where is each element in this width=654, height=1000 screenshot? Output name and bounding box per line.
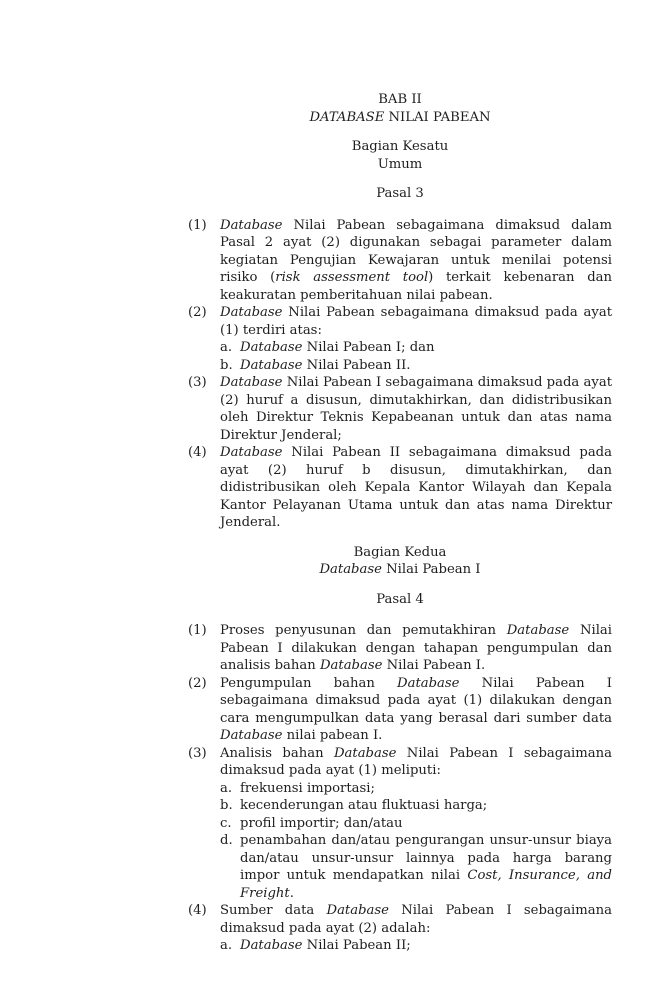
subitem-letter: b. xyxy=(220,798,233,813)
item-text: Sumber data Database Nilai Pabean I sebagaimana dimaksud pada ayat (2) adalah: xyxy=(220,903,612,936)
section-two-subheading: Database Nilai Pabean I xyxy=(319,562,481,577)
list-item xyxy=(188,217,612,305)
item-number: (4) xyxy=(188,445,207,460)
item-number: (1) xyxy=(188,623,207,638)
item-number: (4) xyxy=(188,903,207,918)
list-item xyxy=(188,374,612,444)
list-subitem xyxy=(220,797,612,815)
list-item xyxy=(188,745,612,903)
item-number: (3) xyxy=(188,745,207,761)
item-body xyxy=(220,622,612,675)
subitem-text: profil importir; dan/atau xyxy=(240,815,403,831)
list-item xyxy=(188,304,612,374)
subitem-text: frekuensi importasi; xyxy=(240,780,375,796)
spacer xyxy=(188,532,612,544)
pasal4-heading: Pasal 4 xyxy=(376,591,424,607)
item-body xyxy=(220,304,612,374)
subitem-text: Database Nilai Pabean II; xyxy=(240,938,411,953)
list-subitem xyxy=(220,815,612,833)
list-item xyxy=(188,444,612,532)
list-item xyxy=(188,622,612,675)
subitem-text: penambahan dan/atau pengurangan unsur-unsur biaya dan/atau unsur-unsur lainnya pada harga barang impor untuk mendapatkan nilai Cost, Insurance, and Freight. xyxy=(240,833,613,901)
spacer xyxy=(188,173,612,185)
pasal3-heading: Pasal 3 xyxy=(376,186,424,201)
subitem-letter: c. xyxy=(220,815,232,831)
subitem-text: kecenderungan atau fluktuasi harga; xyxy=(240,798,488,813)
list-item xyxy=(188,675,612,745)
item-text: Pengumpulan bahan Database Nilai Pabean I sebagaimana dimaksud pada ayat (1) dilakukan dengan cara mengumpulkan data yang berasal dari sumber data Database nilai pabean I. xyxy=(220,675,612,743)
item-number: (3) xyxy=(188,375,207,390)
subitem-text: Database Nilai Pabean II. xyxy=(240,357,411,373)
list-subitem xyxy=(220,339,612,357)
list-subitem xyxy=(220,780,612,798)
item-text: Database Nilai Pabean I sebagaimana dimaksud pada ayat (2) huruf a disusun, dimutakhirkan, dan didistribusikan oleh Direktur Teknis Kepabeanan untuk dan atas nama Direktur Jenderal; xyxy=(220,375,612,443)
chapter-label: BAB II xyxy=(378,92,422,107)
subitem-letter: a. xyxy=(220,340,233,355)
item-text: Proses penyusunan dan pemutakhiran Database Nilai Pabean I dilakukan dengan tahapan pengumpulan dan analisis bahan Database Nilai Pabean I. xyxy=(220,623,612,673)
item-body xyxy=(220,675,612,745)
spacer xyxy=(188,608,612,622)
section-two-heading: Bagian Kedua xyxy=(353,544,447,560)
section-one-heading: Bagian Kesatu xyxy=(351,139,449,154)
list-subitem xyxy=(220,357,612,375)
subitem-letter: b. xyxy=(220,357,233,373)
item-text: Database Nilai Pabean II sebagaimana dimaksud pada ayat (2) huruf b disusun, dimutakhirkan, dan didistribusikan oleh Kepala Kantor Wilayah dan Kepala Kantor Pelayanan Utama untuk dan atas nama Direktur Jenderal. xyxy=(220,445,612,530)
list-subitem xyxy=(220,832,612,902)
spacer xyxy=(188,126,612,138)
spacer xyxy=(188,203,612,217)
item-body xyxy=(220,374,612,444)
subitem-text: Database Nilai Pabean I; dan xyxy=(240,340,435,355)
item-number: (2) xyxy=(188,675,207,691)
item-body xyxy=(220,444,612,532)
spacer xyxy=(188,579,612,591)
subitem-letter: a. xyxy=(220,780,233,796)
item-number: (1) xyxy=(188,217,207,233)
item-body xyxy=(220,745,612,903)
item-text: Analisis bahan Database Nilai Pabean I sebagaimana dimaksud pada ayat (1) meliputi: xyxy=(220,745,613,778)
section-one-subheading: Umum xyxy=(377,156,423,172)
item-number: (2) xyxy=(188,305,207,320)
item-body xyxy=(220,902,612,955)
list-item xyxy=(188,902,612,955)
item-text: Database Nilai Pabean sebagaimana dimaksud dalam Pasal 2 ayat (2) digunakan sebagai parameter dalam kegiatan Pengujian Kewajaran untuk menilai potensi risiko (risk assessment tool) terkait kebenaran dan keakuratan pemberitahuan nilai pabean. xyxy=(220,217,613,303)
subitem-letter: a. xyxy=(220,938,233,953)
list-subitem xyxy=(220,937,612,955)
chapter-title: DATABASE NILAI PABEAN xyxy=(309,109,491,125)
item-body xyxy=(220,217,612,305)
item-text: Database Nilai Pabean sebagaimana dimaksud pada ayat (1) terdiri atas: xyxy=(220,305,612,338)
subitem-letter: d. xyxy=(220,833,233,848)
